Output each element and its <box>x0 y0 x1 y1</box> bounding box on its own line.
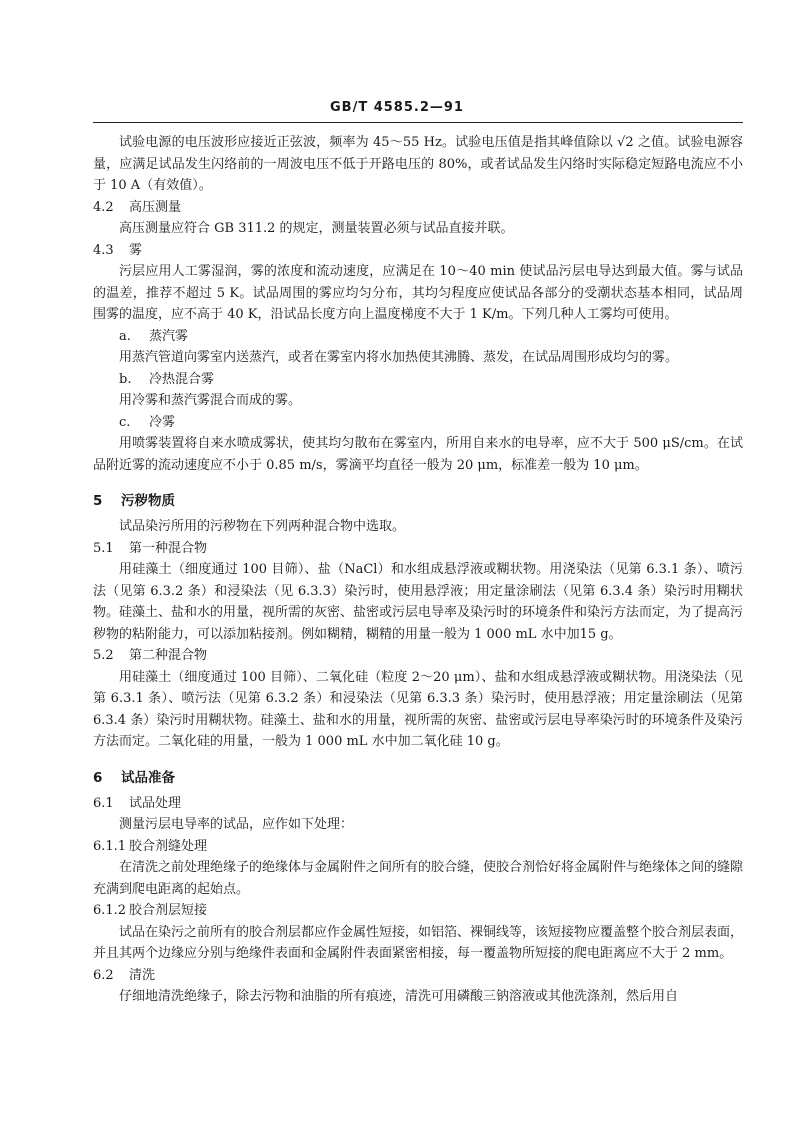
section-title: 第一种混合物 <box>129 540 208 556</box>
section-title: 雾 <box>129 242 143 258</box>
paragraph: 用硅藻土（细度通过 100 目筛）、盐（NaCl）和水组成悬浮液或糊状物。用浇染法（见第 6.3.1 条）、喷污法（见第 6.3.2 条）和浸染法（见 6.3.3）染污时，使用悬浮液；用定量涂刷法（见第 6.3.4 条）染污时用糊状物。硅藻土、盐和水的用量，视所需的灰密、盐密或污层电导率及染污时的环境条件和染污方法而定，为了提高污秽物的粘附能力，可以添加粘接剂。例如糊精，糊精的用量一般为 1 000 mL 水中加15 g。 <box>93 562 744 642</box>
section-heading <box>93 197 743 219</box>
paragraph: 测量污层电导率的试品，应作如下处理： <box>119 817 354 832</box>
paragraph: 污层应用人工雾湿润，雾的浓度和流动速度，应满足在 10～40 min 使试品污层电导达到最大值。雾与试品的温差，推荐不超过 5 K。试品周围的雾应均匀分布，其均匀程度应使试品各部分的受潮状态基本相同，试品周围雾的温度，应不高于 40 K，沿试品长度方向上温度梯度不大于 1 K/m。下列几种人工雾均可使用。 <box>93 264 743 322</box>
section-heading <box>93 767 743 789</box>
paragraph: 用蒸汽管道向雾室内送蒸汽，或者在雾室内将水加热使其沸腾、蒸发，在试品周围形成均匀的雾。 <box>119 350 679 365</box>
section-number: 6.1.2 <box>93 903 127 918</box>
section-title: 试品准备 <box>121 769 175 786</box>
section-number: 6 <box>93 769 103 786</box>
section-heading <box>93 240 743 262</box>
list-item-heading <box>93 326 743 348</box>
section-heading <box>93 490 743 512</box>
paragraph: 试品染污所用的污秽物在下列两种混合物中选取。 <box>119 519 406 534</box>
section-title: 污秽物质 <box>121 493 175 509</box>
paragraph: 用硅藻土（细度通过 100 目筛）、二氧化硅（粒度 2～20 μm）、盐和水组成悬浮液或糊状物。用浇染法（见第 6.3.1 条）、喷污法（见第 6.3.2 条）和浸染法（见第 6.3.3 条）染污时，使用悬浮液；用定量涂刷法（见第 6.3.4 条）染污时用糊状物。硅藻土、盐和水的用量，视所需的灰密、盐密或污层电导率染污时的环境条件及染污方法而定。二氧化硅的用量，一般为 1 000 mL 水中加二氧化硅 10 g。 <box>93 669 743 749</box>
section-number: 5.2 <box>93 648 114 663</box>
section-heading <box>93 900 743 922</box>
paragraph: 用冷雾和蒸汽雾混合而成的雾。 <box>119 393 302 408</box>
section-title: 第二种混合物 <box>129 648 208 663</box>
section-title: 胶合剂缝处理 <box>129 838 208 854</box>
section-number: 5.1 <box>93 540 114 556</box>
document-body <box>93 132 743 1008</box>
section-number: 4.3 <box>93 242 114 258</box>
paragraph: 高压测量应符合 GB 311.2 的规定，测量装置必须与试品直接并联。 <box>119 221 514 236</box>
paragraph: 仔细地清洗绝缘子，除去污物和油脂的所有痕迹，清洗可用磷酸三钠溶液或其他洗涤剂，然后用自 <box>119 989 679 1004</box>
list-item-title: 冷热混合雾 <box>149 371 215 387</box>
section-title: 试品处理 <box>129 795 182 811</box>
section-title: 胶合剂层短接 <box>129 903 208 918</box>
section-heading <box>93 645 743 667</box>
standard-code-header: GB/T 4585.2—91 <box>330 100 464 115</box>
list-item-heading <box>93 369 743 391</box>
section-heading <box>93 836 743 858</box>
list-item-title: 冷雾 <box>149 414 176 430</box>
paragraph: 试品在染污之前所有的胶合剂层都应作金属性短接，如铝箔、裸铜线等，该短接物应覆盖整个胶合剂层表面，并且其两个边缘应分别与绝缘件表面和金属附件表面紧密相接，每一覆盖物所短接的爬电距离应不大于 2 mm。 <box>93 924 744 961</box>
list-item-label: a. <box>119 328 131 344</box>
list-item-label: b. <box>119 371 132 387</box>
section-number: 6.1.1 <box>93 838 127 854</box>
section-number: 6.2 <box>93 967 114 983</box>
section-heading <box>93 793 743 815</box>
paragraph: 在清洗之前处理绝缘子的绝缘体与金属附件之间所有的胶合缝，使胶合剂恰好将金属附件与绝缘体之间的缝隙充满到爬电距离的起始点。 <box>93 860 744 897</box>
section-number: 6.1 <box>93 795 114 811</box>
section-heading <box>93 538 743 560</box>
list-item-title: 蒸汽雾 <box>149 328 189 344</box>
paragraph: 试验电源的电压波形应接近正弦波，频率为 45～55 Hz。试验电压值是指其峰值除以 √2 之值。试验电源容量，应满足试品发生闪络前的一周波电压不低于开路电压的 80%，或者试品发生闪络时实际稳定短路电流应不小于 10 A（有效值）。 <box>93 135 743 193</box>
paragraph: 用喷雾装置将自来水喷成雾状，使其均匀散布在雾室内，所用自来水的电导率，应不大于 500 μS/cm。在试品附近雾的流动速度应不小于 0.85 m/s，雾滴平均直径一般为 20 μm，标准差一般为 10 μm。 <box>93 436 743 473</box>
header-rule <box>93 122 743 123</box>
section-title: 高压测量 <box>129 199 182 215</box>
section-number: 4.2 <box>93 199 114 215</box>
list-item-heading <box>93 412 743 434</box>
list-item-label: c. <box>119 414 131 430</box>
section-number: 5 <box>93 493 103 509</box>
section-title: 清洗 <box>129 967 156 983</box>
section-heading <box>93 965 743 987</box>
